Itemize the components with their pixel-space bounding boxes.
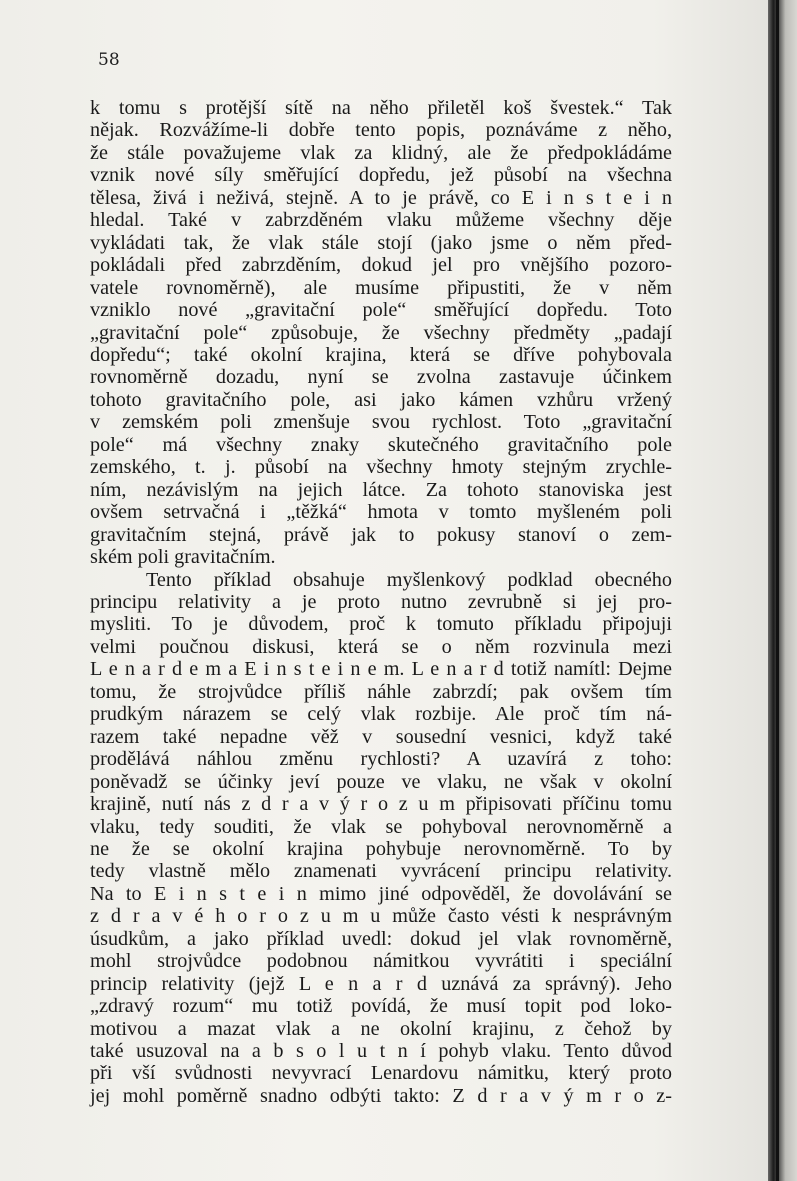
- text-line: rovnoměrně dozadu, nyní se zvolna zastavuje účinkem: [90, 366, 672, 389]
- text-line: velmi poučnou diskusi, která se o něm rozvinula mezi: [90, 635, 672, 658]
- text-line: pokládali před zabrzděním, dokud jel pro vnějšího pozoro-: [90, 254, 672, 277]
- text-line: tohoto gravitačního pole, asi jako kámen vzhůru vržený: [90, 388, 672, 411]
- text-line: principu relativity a je proto nutno zevrubně si jej pro-: [90, 590, 672, 613]
- text-line: úsudkům, a jako příklad uvedl: dokud jel vlak rovnoměrně,: [90, 927, 672, 950]
- text-line: vatele rovnoměrně), ale musíme připustiti, že v něm: [90, 276, 672, 299]
- text-line: vzniklo nové „gravitační pole“ směřující dopředu. Toto: [90, 299, 672, 322]
- text-line: vlaku, tedy souditi, že vlak se pohyboval nerovnoměrně a: [90, 815, 672, 838]
- text-line: prudkým nárazem se celý vlak rozbije. Ale proč tím ná-: [90, 703, 672, 726]
- text-line: motivou a mazat vlak a ne okolní krajinu, z čehož by: [90, 1017, 672, 1040]
- text-line: mysliti. To je důvodem, proč k tomuto příkladu připojuji: [90, 613, 672, 636]
- text-line: z d r a v é h o r o z u m u může často vésti k nesprávným: [90, 905, 672, 928]
- text-line: v zemském poli zmenšuje svou rychlost. Toto „gravitační: [90, 411, 672, 434]
- text-line: ne že se okolní krajina pohybuje nerovnoměrně. To by: [90, 837, 672, 860]
- text-line: vykládati tak, že vlak stále stojí (jako jsme o něm před-: [90, 231, 672, 254]
- text-line: k tomu s protější sítě na něho přiletěl koš švestek.“ Tak: [90, 97, 672, 119]
- text-line: také usuzoval na a b s o l u t n í pohyb vlaku. Tento důvod: [90, 1040, 672, 1063]
- text-line: princip relativity (jejž L e n a r d uznává za správný). Jeho: [90, 972, 672, 995]
- text-line: ním, nezávislým na jejich látce. Za tohoto stanoviska jest: [90, 478, 672, 501]
- text-line: vznik nové síly směřující dopředu, jež působí na všechna: [90, 164, 672, 187]
- spine-edge: [776, 0, 779, 1181]
- text-line: tedy vlastně mělo znamenati vyvrácení principu relativity.: [90, 860, 672, 883]
- page-number: 58: [98, 50, 120, 70]
- text-line: „zdravý rozum“ mu totiž povídá, že musí topit pod loko-: [90, 995, 672, 1018]
- text-line: nějak. Rozvážíme-li dobře tento popis, poznáváme z něho,: [90, 119, 672, 142]
- text-line: ském poli gravitačním.: [90, 546, 276, 569]
- text-line: dopředu“; také okolní krajina, která se dříve pohybovala: [90, 343, 672, 366]
- text-line: zemského, t. j. působí na všechny hmoty stejným zrychle-: [90, 456, 672, 479]
- text-line: ovšem setrvačná i „těžká“ hmota v tomto myšleném poli: [90, 501, 672, 524]
- text-line: tomu, že strojvůdce příliš náhle zabrzdí; pak ovšem tím: [90, 680, 672, 703]
- text-line: krajině, nutí nás z d r a v ý r o z u m připisovati příčinu tomu: [90, 793, 672, 816]
- book-spine: [768, 0, 797, 1181]
- body-text: [90, 97, 672, 1107]
- text-line: mohl strojvůdce podobnou námitkou vyvrátiti i speciální: [90, 950, 672, 973]
- text-line: gravitačním stejná, právě jak to pokusy stanoví o zem-: [90, 523, 672, 546]
- text-line: tělesa, živá i neživá, stejně. A to je právě, co E i n s t e i n: [90, 186, 672, 209]
- text-line: poněvadž se účinky jeví pouze ve vlaku, ne však v okolní: [90, 770, 672, 793]
- text-line: L e n a r d e m a E i n s t e i n e m. L e n a r d totiž namítl: Dejme: [90, 658, 672, 681]
- text-line: prodělává náhlou změnu rychlosti? A uzavírá z toho:: [90, 748, 672, 771]
- text-line: Tento příklad obsahuje myšlenkový podklad obecného: [146, 568, 672, 591]
- text-line: pole“ má všechny znaky skutečného gravitačního pole: [90, 433, 672, 456]
- text-line: při vší svůdnosti nevyvrací Lenardovu námitku, který proto: [90, 1062, 672, 1085]
- text-line: že stále považujeme vlak za klidný, ale že předpokládáme: [90, 141, 672, 164]
- text-line: razem také nepadne věž v sousední vesnici, když také: [90, 725, 672, 748]
- text-line: Na to E i n s t e i n mimo jiné odpověděl, že dovolávání se: [90, 882, 672, 905]
- text-line: jej mohl poměrně snadno odbýti takto: Z d r a v ý m r o z-: [90, 1084, 672, 1107]
- text-line: hledal. Také v zabrzděném vlaku můžeme všechny děje: [90, 209, 672, 232]
- text-line: „gravitační pole“ způsobuje, že všechny předměty „padají: [90, 321, 672, 344]
